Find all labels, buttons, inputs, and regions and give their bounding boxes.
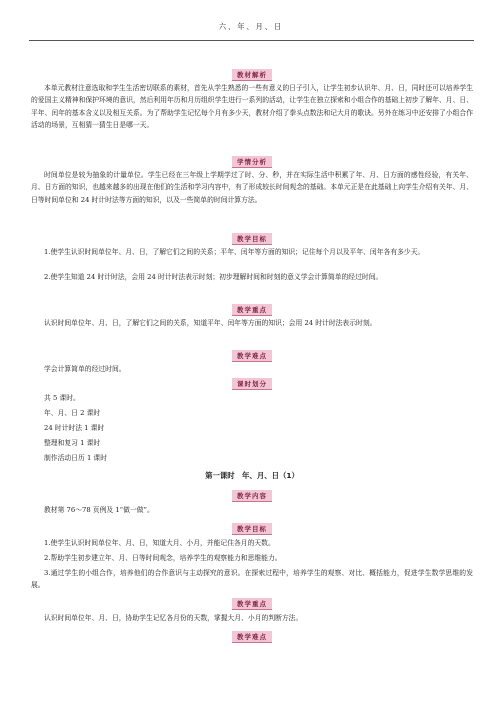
focus-paragraph: 认识时间单位年、月、日，了解它们之间的关系，知道平年、闰年等方面的知识；会用 24 时计时法表示时刻。 <box>44 319 377 327</box>
goal-2: 2.使学生知道 24 时计时法，会用 24 时计时法表示时刻；初步理解时间和时刻的意义学会计算简单的经过时间。 <box>44 273 383 281</box>
lesson-tag-content: 教学内容 <box>232 490 272 502</box>
lesson-goal-3: 3.通过学生的小组合作，培养他们的合作意识与主动探究的意识。在探索过程中，培养学生的观察、对比、概括能力，促进学生数学思维的发展。 <box>31 569 473 590</box>
student-paragraph: 时间单位是较为抽象的计量单位。学生已经在三年级上学期学过了时、分、秒，并在实际生活中积累了年、月、日方面的感性经验，有关年、月、日方面的知识，也越来越多的出现在他们的生活和学习内容中，有了形成较长时间观念的基础。本单元正是在此基础上向学生介绍有关年、月、日等时间单位和 24 时计时法等方面的知识，以及一些简单的时间计算方法。 <box>31 171 473 204</box>
section-tag-student: 学情分析 <box>232 156 272 168</box>
analysis-paragraph: 本单元教材注意选取和学生生活密切联系的素材，首先从学生熟悉的一些有意义的日子引入，让学生初步认识年、月、日，同时还可以培养学生的爱国主义精神和保护环境的意识，然后利用年历和月历组织学生进行一系列的活动，让学生在独立探索和小组合作的基础上初步了解年、月、日、平年、闰年的基本含义以及相互关系。为了帮助学生记忆每个月有多少天，教材介绍了拳头点数法和记大月的歌诀。另外在练习中还安排了小组合作活动的场景，互相猜一猜生日是哪一天。 <box>31 84 473 130</box>
page-title: 六、年、月、日 <box>218 22 284 31</box>
section-tag-goals: 教学目标 <box>232 233 272 245</box>
goal-1: 1.使学生认识时间单位年、月、日，了解它们之间的关系；平年、闰年等方面的知识；记住每个月以及平年、闰年各有多少天。 <box>44 248 425 256</box>
section-tag-difficulty: 教学难点 <box>232 350 272 362</box>
header-rule <box>29 40 474 41</box>
hours-line-1: 共 5 课时。 <box>44 394 80 402</box>
section-tag-focus: 教学重点 <box>232 304 272 316</box>
lesson-title: 第一课时 年、月、日（1） <box>205 471 299 480</box>
hours-line-4: 整理和复习 1 课时 <box>44 439 101 447</box>
hours-line-5: 制作活动日历 1 课时 <box>44 454 108 462</box>
lesson-goal-2: 2.帮助学生初步建立年、月、日等时间观念，培养学生的观察能力和思维能力。 <box>44 554 282 562</box>
lesson-content: 教材第 76～78 页例及 1“做一做”。 <box>44 506 154 514</box>
hours-line-2: 年、月、日 2 课时 <box>44 409 101 417</box>
lesson-focus: 认识时间单位年、月、日，协助学生记忆各月份的天数，掌握大月、小月的判断方法。 <box>44 614 303 622</box>
lesson-tag-focus: 教学重点 <box>232 598 272 610</box>
lesson-goal-1: 1.使学生认识时间单位年、月、日，知道大月、小月，并能记住各月的天数。 <box>44 539 275 547</box>
section-tag-hours: 课时划分 <box>232 378 272 390</box>
difficulty-paragraph: 学会计算简单的经过时间。 <box>44 365 126 373</box>
section-tag-analysis: 教材解析 <box>232 69 272 81</box>
lesson-tag-difficulty: 教学难点 <box>232 631 272 643</box>
lesson-tag-goals: 教学目标 <box>232 523 272 535</box>
hours-line-3: 24 时计时法 1 课时 <box>44 424 105 432</box>
